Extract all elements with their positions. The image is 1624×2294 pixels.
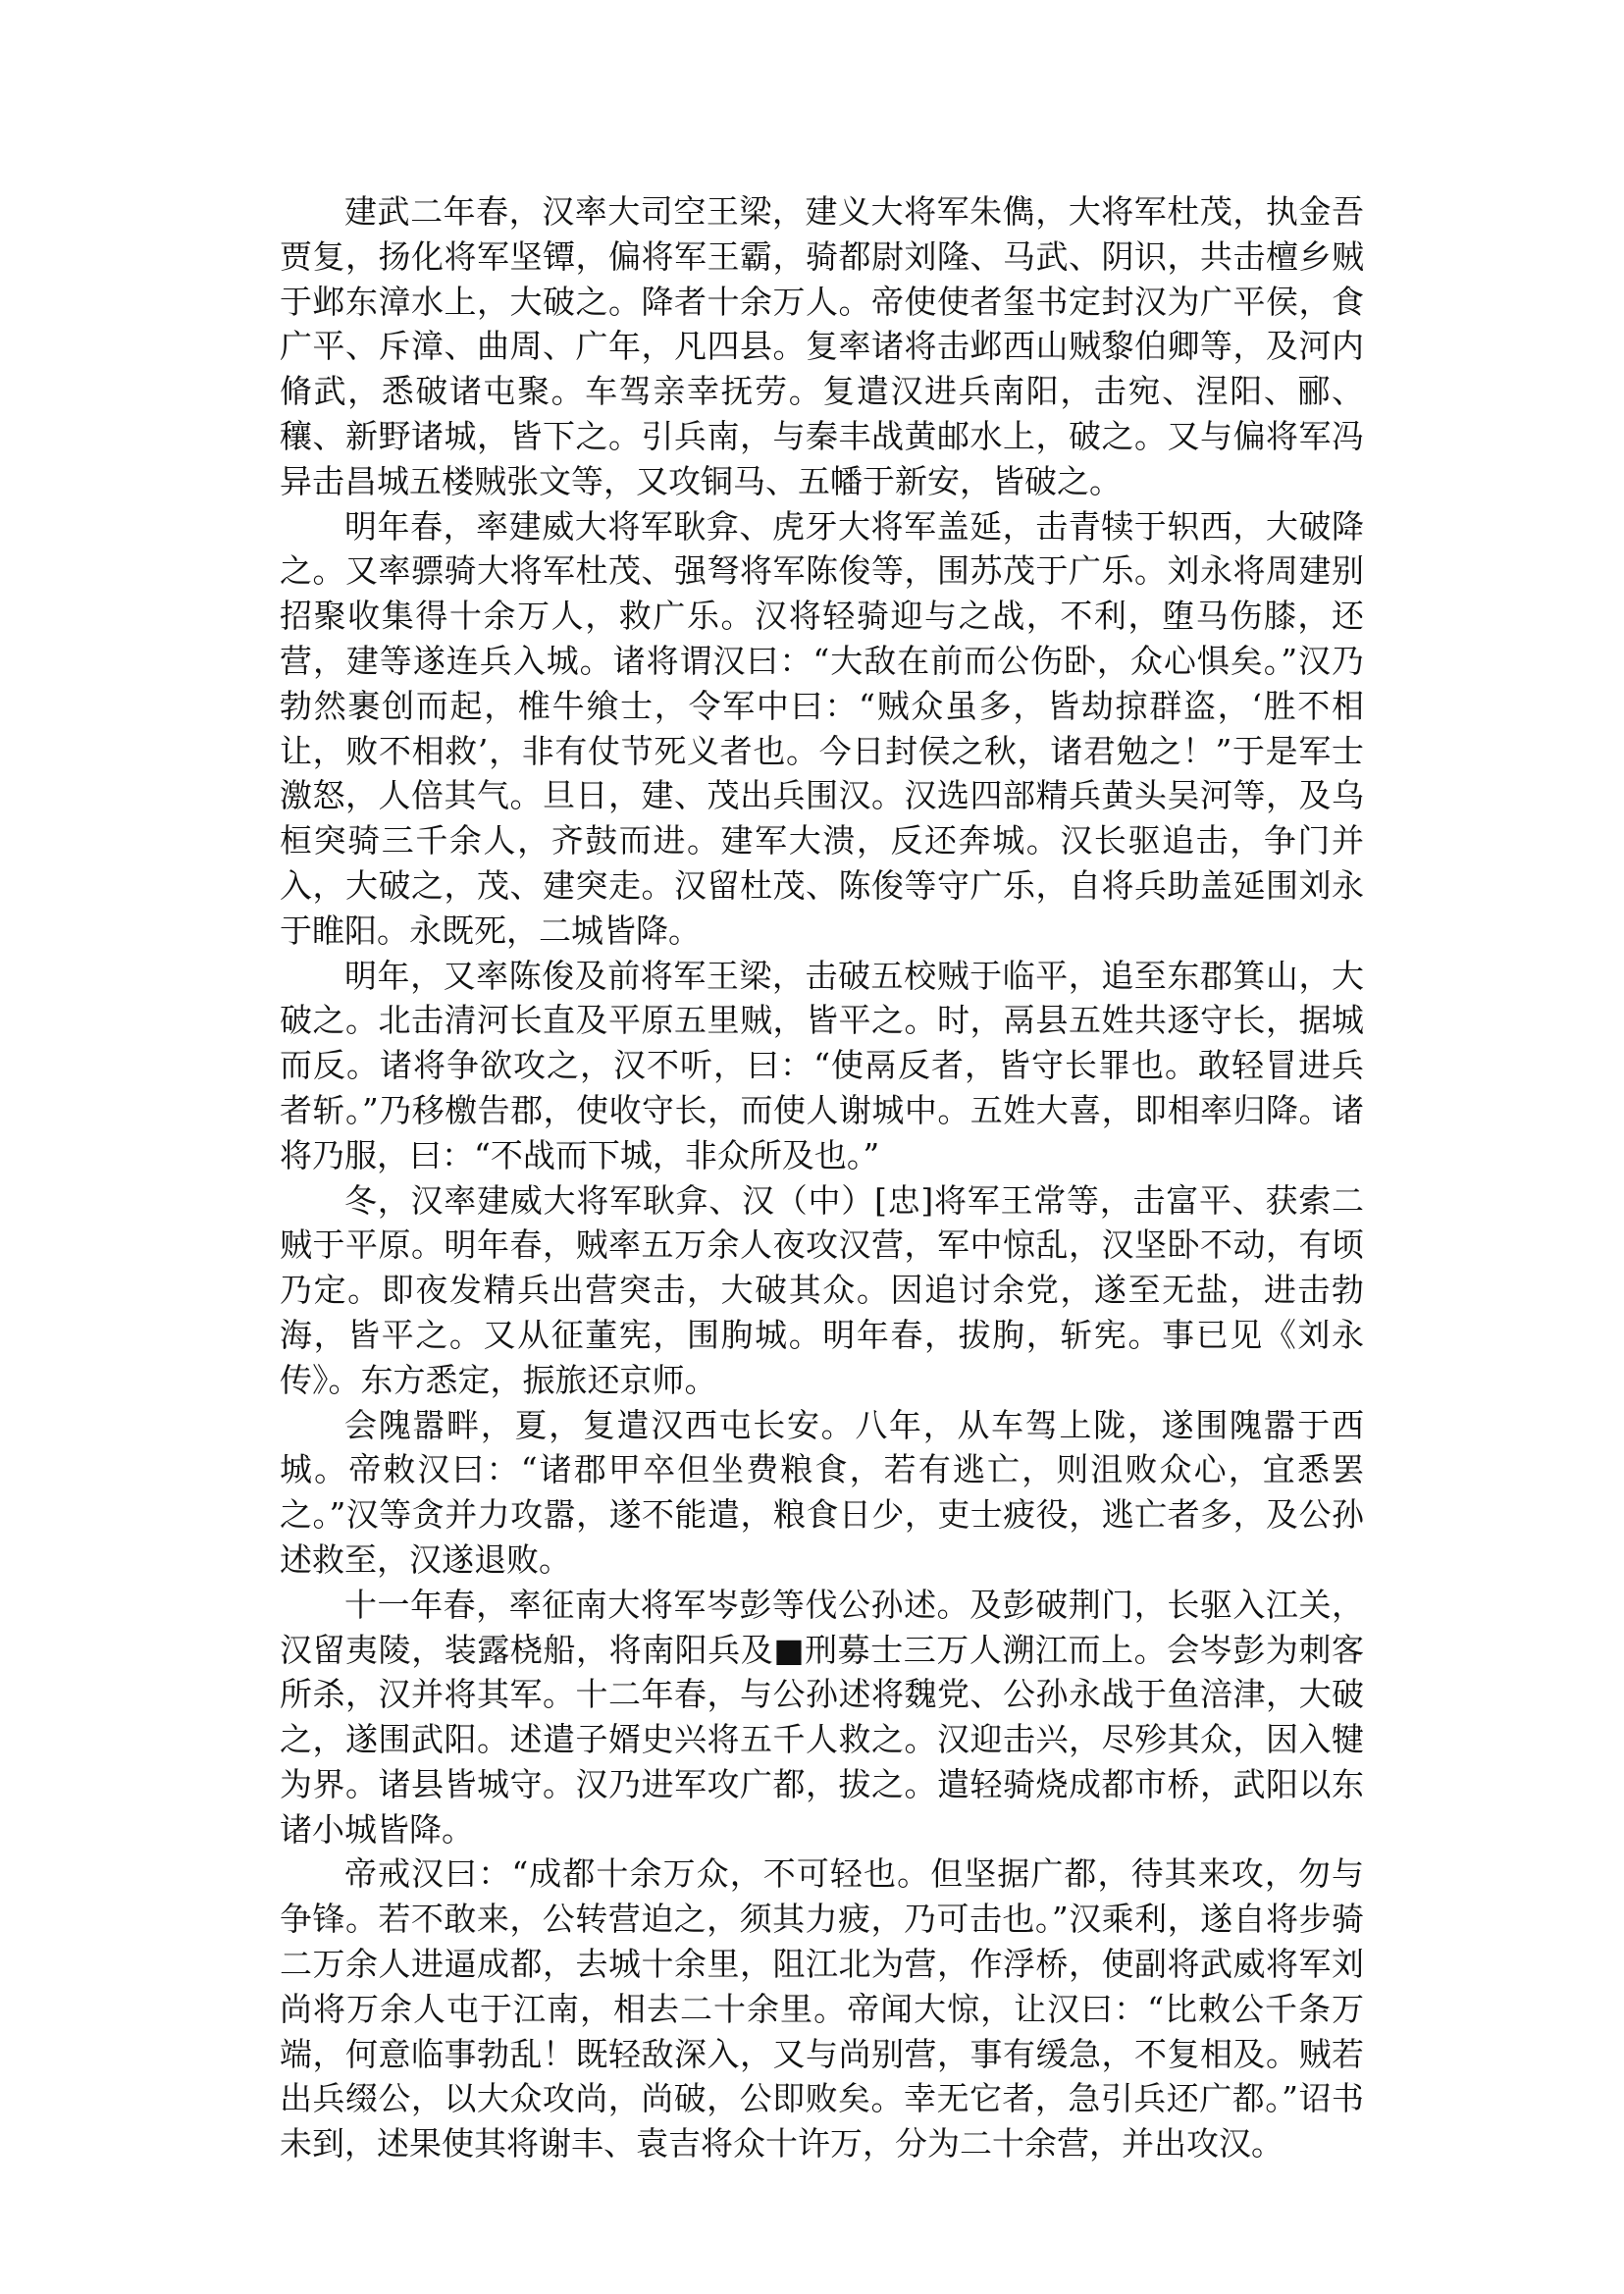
paragraph-3: 明年，又率陈俊及前将军王梁，击破五校贼于临平，追至东郡箕山，大破之。北击清河长直及平原五里贼，皆平之。时，鬲县五姓共逐守长，据城而反。诸将争欲攻之，汉不听，曰：“使鬲反者，皆守长罪也。敢轻冒进兵者斩。”乃移檄告郡，使收守长，而使人谢城中。五姓大喜，即相率归降。诸将乃服，曰：“不战而下城，非众所及也。” — [280, 956, 1364, 1174]
paragraph-6: 十一年春，率征南大将军岑彭等伐公孙述。及彭破荆门，长驱入江关，汉留夷陵，装露桡船，将南阳兵及■刑募士三万人溯江而上。会岑彭为刺客所杀，汉并将其军。十二年春，与公孙述将魏党、公孙永战于鱼涪津，大破之，遂围武阳。述遣子婿史兴将五千人救之。汉迎击兴，尽殄其众，因入犍为界。诸县皆城守。汉乃进军攻广都，拔之。遣轻骑烧成都市桥，武阳以东诸小城皆降。 — [280, 1585, 1364, 1849]
paragraph-5: 会隗嚣畔，夏，复遣汉西屯长安。八年，从车驾上陇，遂围隗嚣于西城。帝敕汉曰：“诸郡甲卒但坐费粮食，若有逃亡，则沮败众心，宜悉罢之。”汉等贪并力攻嚣，遂不能遣，粮食日少，吏士疲役，逃亡者多，及公孙述救至，汉遂退败。 — [280, 1405, 1364, 1579]
document-page — [280, 189, 1364, 2166]
paragraph-2: 明年春，率建威大将军耿弇、虎牙大将军盖延，击青犊于轵西，大破降之。又率骠骑大将军杜茂、强弩将军陈俊等，围苏茂于广乐。刘永将周建别招聚收集得十余万人，救广乐。汉将轻骑迎与之战，不利，堕马伤膝，还营，建等遂连兵入城。诸将谓汉曰：“大敌在前而公伤卧，众心惧矣。”汉乃勃然裹创而起，椎牛飨士，令军中曰：“贼众虽多，皆劫掠群盗，‘胜不相让，败不相救’，非有仗节死义者也。今日封侯之秋，诸君勉之！”于是军士激怒，人倍其气。旦日，建、茂出兵围汉。汉选四部精兵黄头吴河等，及乌桓突骑三千余人，齐鼓而进。建军大溃，反还奔城。汉长驱追击，争门并入，大破之，茂、建突走。汉留杜茂、陈俊等守广乐，自将兵助盖延围刘永于睢阳。永既死，二城皆降。 — [280, 506, 1364, 950]
paragraph-1: 建武二年春，汉率大司空王梁，建义大将军朱儁，大将军杜茂，执金吾贾复，扬化将军坚镡，偏将军王霸，骑都尉刘隆、马武、阴识，共击檀乡贼于邺东漳水上，大破之。降者十余万人。帝使使者玺书定封汉为广平侯，食广平、斥漳、曲周、广年，凡四县。复率诸将击邺西山贼黎伯卿等，及河内脩武，悉破诸屯聚。车驾亲幸抚劳。复遣汉进兵南阳，击宛、涅阳、郦、穰、新野诸城，皆下之。引兵南，与秦丰战黄邮水上，破之。又与偏将军冯异击昌城五楼贼张文等，又攻铜马、五幡于新安，皆破之。 — [280, 192, 1364, 500]
paragraph-4: 冬，汉率建威大将军耿弇、汉（中）[忠]将军王常等，击富平、获索二贼于平原。明年春，贼率五万余人夜攻汉营，军中惊乱，汉坚卧不动，有顷乃定。即夜发精兵出营突击，大破其众。因追讨余党，遂至无盐，进击勃海，皆平之。又从征董宪，围朐城。明年春，拔朐，斩宪。事已见《刘永传》。东方悉定，振旅还京师。 — [280, 1180, 1364, 1399]
paragraph-7: 帝戒汉曰：“成都十余万众，不可轻也。但坚据广都，待其来攻，勿与争锋。若不敢来，公转营迫之，须其力疲，乃可击也。”汉乘利，遂自将步骑二万余人进逼成都，去城十余里，阻江北为营，作浮桥，使副将武威将军刘尚将万余人屯于江南，相去二十余里。帝闻大惊，让汉曰：“比敕公千条万端，何意临事勃乱！既轻敌深入，又与尚别营，事有缓急，不复相及。贼若出兵缀公，以大众攻尚，尚破，公即败矣。幸无它者，急引兵还广都。”诏书未到，述果使其将谢丰、袁吉将众十许万，分为二十余营，并出攻汉。 — [280, 1854, 1364, 2164]
